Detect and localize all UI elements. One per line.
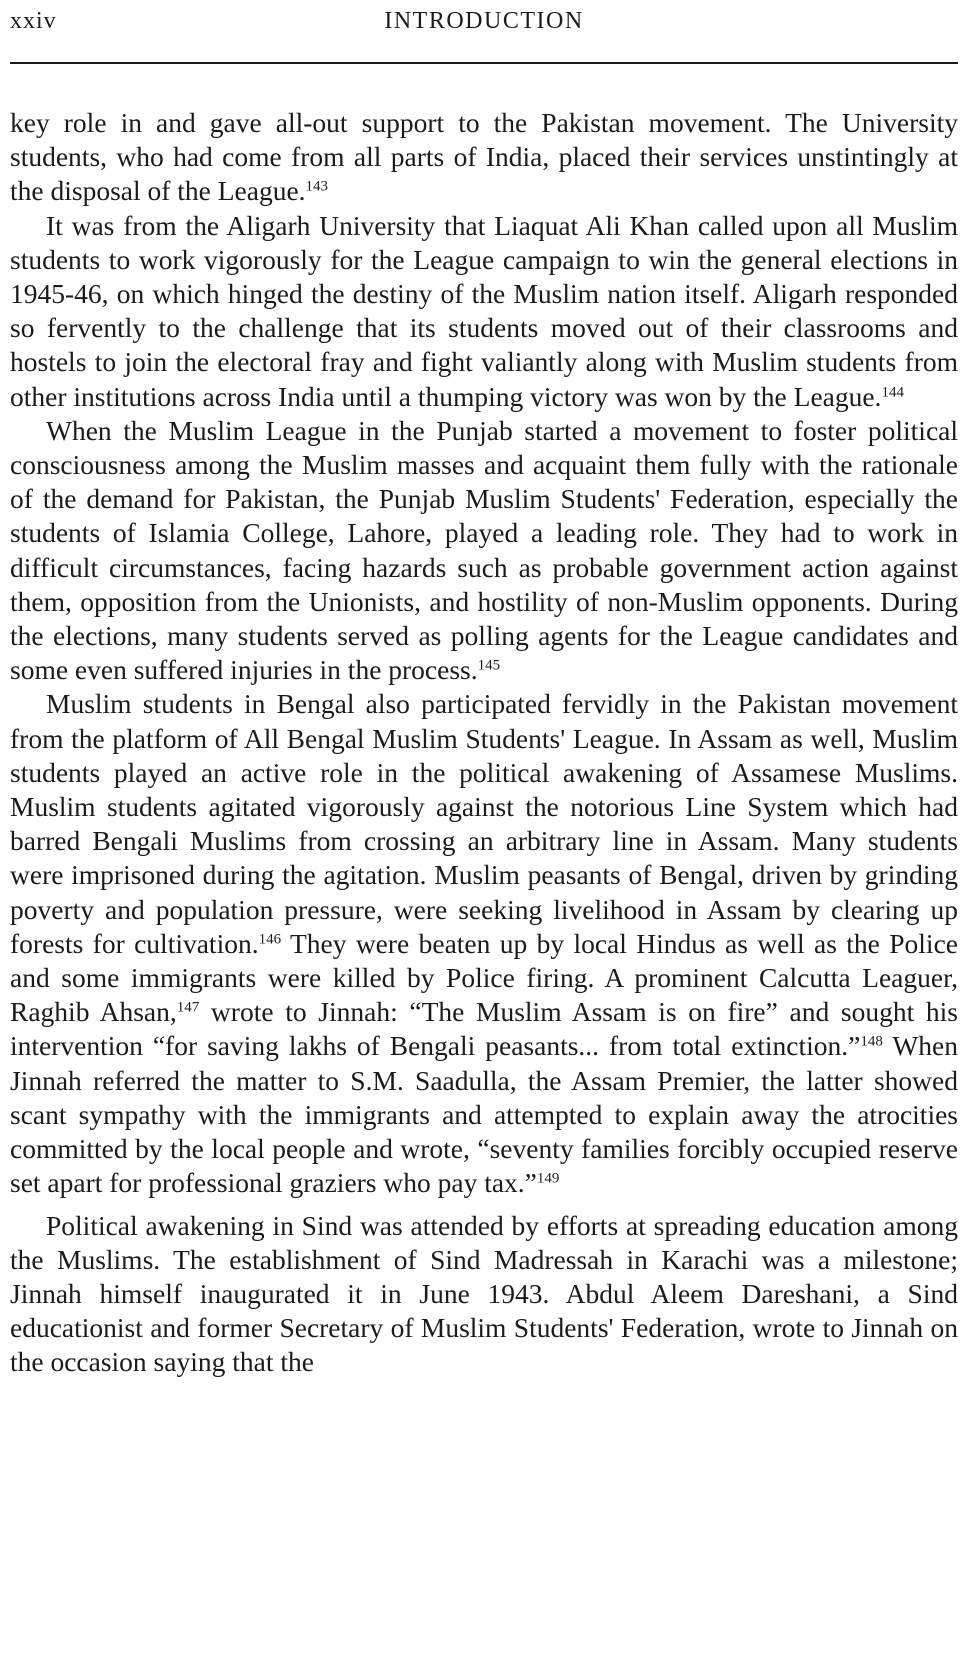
paragraph-2 xyxy=(10,209,958,414)
paragraph-5 xyxy=(10,1209,958,1380)
paragraph-text: Political awakening in Sind was attended by efforts at spreading education among the Muslims. The establishment of Sind Madressah in Karachi was a milestone; Jinnah himself inaugurated it in June 1943. Abdul Aleem Dareshani, a Sind educationist and former Secretary of Muslim Students' Federation, wrote to Jinnah on the occasion saying that the xyxy=(10,1209,958,1378)
footnote-ref: 143 xyxy=(305,178,329,195)
footnote-ref: 145 xyxy=(477,657,501,674)
body-text xyxy=(10,106,958,1380)
footnote-ref: 147 xyxy=(176,999,200,1016)
running-title: INTRODUCTION xyxy=(384,8,584,34)
footnote-ref: 148 xyxy=(860,1033,883,1050)
paragraph-text: When the Muslim League in the Punjab started a movement to foster political consciousness among the Muslim masses and acquaint them fully with the rationale of the demand for Pakistan, the Punjab Muslim Students' Federation, especially the students of Islamia College, Lahore, played a leading role. They had to work in difficult circumstances, facing hazards such as probable government action against them, opposition from the Unionists, and hostility of non-Muslim opponents. During the elections, many students served as polling agents for the League candidates and some even suffered injuries in the process. xyxy=(10,414,958,686)
footnote-ref: 144 xyxy=(881,383,904,400)
paragraph-text: They were beaten up by local Hindus as well as the Police and some immigrants were killed by Police firing. A prominent Calcutta Leaguer, Raghib Ahsan, xyxy=(10,927,958,1028)
paragraph-text: It was from the Aligarh University that Liaquat Ali Khan called upon all Muslim students to work vigorously for the League campaign to win the general elections in 1945-46, on which hinged the destiny of the Muslim nation itself. Aligarh responded so fervently to the challenge that its students moved out of their classrooms and hostels to join the electoral fray and fight valiantly along with Muslim students from other institutions across India until a thumping victory was won by the League. xyxy=(10,209,958,412)
paragraph-text: Muslim students in Bengal also participated fervidly in the Pakistan movement from the platform of All Bengal Muslim Students' League. In Assam as well, Muslim students played an active role in the political awakening of Assamese Muslims. Muslim students agitated vigorously against the notorious Line System which had barred Bengali Muslims from crossing an arbitrary line in Assam. Many students were imprisoned during the agitation. Muslim peasants of Bengal, driven by grinding poverty and population pressure, were seeking livelihood in Assam by clearing up forests for cultivation. xyxy=(10,688,958,959)
paragraph-3 xyxy=(10,414,958,688)
paragraph-4 xyxy=(10,687,958,1200)
paragraph-text: wrote to Jinnah: “The Muslim Assam is on fire” and sought his intervention “for saving lakhs of Bengali peasants... from total extinction.” xyxy=(10,996,958,1062)
running-head xyxy=(10,8,958,42)
paragraph-1 xyxy=(10,106,958,209)
page-number: xxiv xyxy=(10,8,57,34)
paragraph-text: When Jinnah referred the matter to S.M. Saadulla, the Assam Premier, the latter showed scant sympathy with the immigrants and attempted to explain away the atrocities committed by the local people and wrote, “seventy families forcibly occupied reserve set apart for professional graziers who pay tax.” xyxy=(10,1030,958,1199)
footnote-ref: 146 xyxy=(258,931,282,948)
paragraph-text: key role in and gave all-out support to the Pakistan movement. The University students, who had come from all parts of India, placed their services unstintingly at the disposal of the League. xyxy=(10,107,958,207)
header-rule xyxy=(10,62,958,64)
footnote-ref: 149 xyxy=(536,1170,560,1187)
